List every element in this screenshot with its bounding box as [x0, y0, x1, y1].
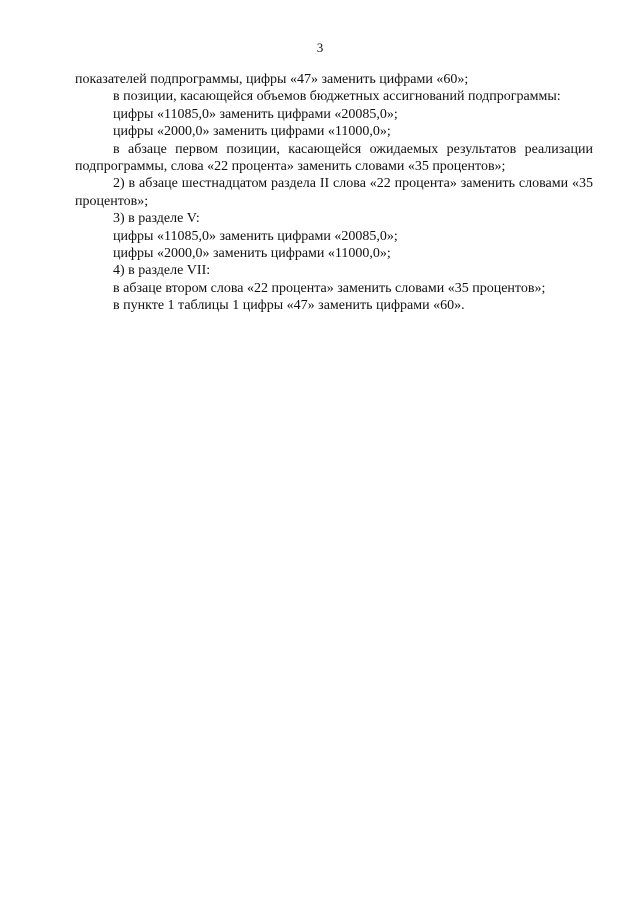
paragraph-budget-position: в позиции, касающейся объемов бюджетных ассигнований подпрограммы:	[113, 89, 561, 105]
page-number: 3	[316, 40, 324, 55]
paragraph-item-2: 2) в абзаце шестнадцатом раздела II слова «22 процента» заменить словами «35 процентов»;	[75, 176, 593, 209]
paragraph-figures-1: цифры «11085,0» заменить цифрами «20085,0»;	[113, 106, 398, 122]
paragraph-figures-2: цифры «2000,0» заменить цифрами «11000,0»;	[113, 124, 391, 140]
document-body	[75, 71, 593, 315]
paragraph-figures-4: цифры «2000,0» заменить цифрами «11000,0»;	[113, 246, 391, 262]
paragraph-figures-3: цифры «11085,0» заменить цифрами «20085,0»;	[113, 228, 398, 244]
paragraph-second-abzac: в абзаце втором слова «22 процента» заменить словами «35 процентов»;	[113, 280, 546, 296]
paragraph-table-1: в пункте 1 таблицы 1 цифры «47» заменить цифрами «60».	[113, 298, 465, 314]
paragraph-expected-results: в абзаце первом позиции, касающейся ожидаемых результатов реализации подпрограммы, слова «22 процента» заменить словами «35 процентов»;	[75, 141, 593, 175]
paragraph-item-3: 3) в разделе V:	[113, 211, 200, 227]
paragraph-item-4: 4) в разделе VII:	[113, 263, 211, 279]
paragraph-continuation: показателей подпрограммы, цифры «47» заменить цифрами «60»;	[75, 72, 469, 87]
